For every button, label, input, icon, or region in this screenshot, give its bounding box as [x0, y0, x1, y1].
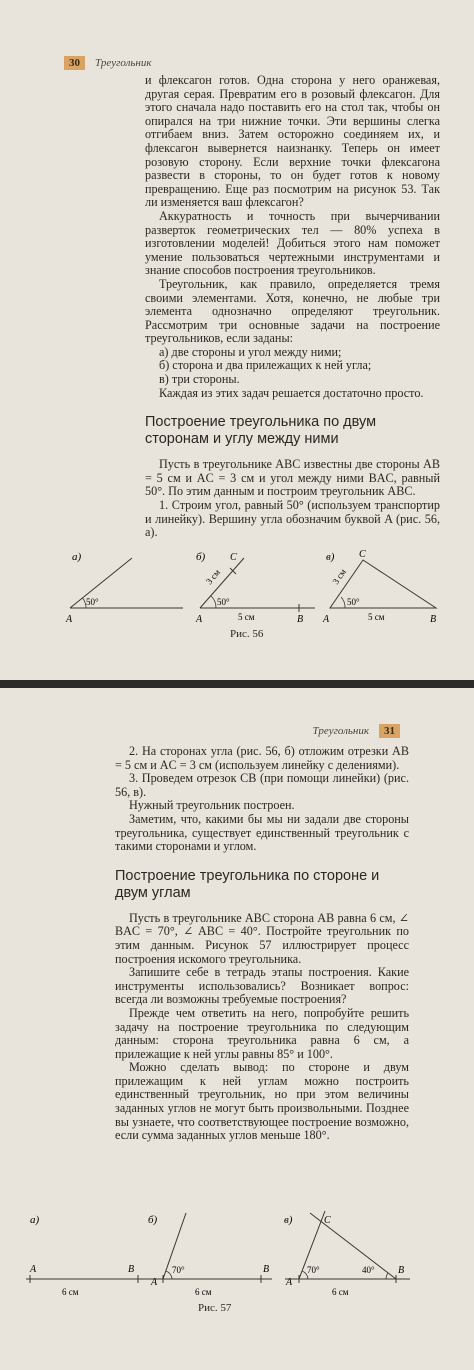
- paragraph: 3. Проведем отрезок CB (при помощи линейки) (рис. 56, в).: [115, 771, 409, 799]
- side-label: 6 см: [332, 1287, 349, 1297]
- list-item: в) три стороны.: [159, 372, 240, 387]
- vertex-label: C: [359, 549, 366, 560]
- figure-56: [0, 540, 474, 640]
- paragraph: Треугольник, как правило, определяется тремя своими элементами. Хотя, конечно, не любые три элемента однозначно определяют треугольник. Рассмотрим три основные задачи на построение треугольников, если заданы:: [145, 276, 440, 346]
- vertex-label: A: [286, 1277, 293, 1288]
- angle-label: 50°: [86, 597, 99, 607]
- section-title: Построение треугольника по двум сторонам и углу между ними: [145, 414, 377, 448]
- figure-caption: Рис. 57: [198, 1302, 232, 1314]
- figure-caption: Рис. 56: [230, 628, 264, 640]
- ray-line: [310, 1213, 396, 1279]
- side-label: 6 см: [62, 1287, 79, 1297]
- paragraph: Пусть в треугольнике ABC сторона AB равна 6 см, ∠ BAC = 70°, ∠ ABC = 40°. Постройте треугольник по этим данным. Рисунок 57 иллюстрирует процесс построения искомого треугольника.: [115, 910, 409, 966]
- panel-label: б): [148, 1214, 158, 1226]
- list-item: а) две стороны и угол между ними;: [159, 344, 342, 359]
- side-label: 5 см: [368, 612, 385, 622]
- panel-label: в): [284, 1214, 293, 1226]
- side-label: 5 см: [238, 612, 255, 622]
- vertex-label: A: [66, 614, 73, 625]
- book-page-30: [0, 0, 474, 680]
- paragraph: Аккуратность и точность при вычерчивании разверток геометрических тел — 80% успеха в изготовлении моделей! Добиться этого нам поможет умение пользоваться чертежными инструментами и знание способов построения треугольников.: [145, 208, 440, 278]
- paragraph: Каждая из этих задач решается достаточно просто.: [159, 385, 424, 400]
- side-label: 3 см: [203, 567, 223, 587]
- paragraph: Нужный треугольник построен.: [129, 798, 295, 813]
- ray-line: [70, 558, 132, 608]
- panel-label: б): [196, 551, 206, 563]
- page-header: [312, 724, 400, 738]
- angle-arc: [211, 596, 216, 608]
- paragraph: Можно сделать вывод: по стороне и двум прилежащим к ней углам можно построить единственный треугольник, но при этом величины заданных углов не могут быть произвольными. Позднее вы узнаете, что соответствующее построение возможно, если сумма заданных углов меньше 180°.: [115, 1060, 409, 1143]
- vertex-label: A: [151, 1277, 158, 1288]
- paragraph: 1. Строим угол, равный 50° (используем транспортир и линейку). Вершину угла обозначим буквой A (рис. 56, а).: [145, 498, 440, 540]
- figure-57: [0, 1203, 474, 1303]
- vertex-label: A: [323, 614, 330, 625]
- paragraph: Запишите себе в тетрадь этапы построения. Какие инструменты использовались? Возникает вопрос: всегда ли возможны требуемые построения?: [115, 965, 409, 1007]
- page-header: [64, 56, 152, 70]
- vertex-label: B: [297, 614, 304, 625]
- vertex-label: B: [430, 614, 437, 625]
- running-head: Треугольник: [312, 725, 369, 737]
- panel-label: в): [326, 551, 335, 563]
- side-label: 6 см: [195, 1287, 212, 1297]
- triangle-abc: [330, 560, 436, 608]
- vertex-label: C: [324, 1215, 331, 1226]
- page-number: 31: [379, 724, 400, 738]
- angle-label: 40°: [362, 1265, 375, 1275]
- paragraph: Прежде чем ответить на него, попробуйте решить задачу на построение треугольника по следующим данным: сторона треугольника равна 6 см, а прилежащие к ней углы равны 85° и 100°.: [115, 1005, 409, 1061]
- section-title: Построение треугольника по стороне и двум углам: [115, 867, 380, 901]
- page-body: [115, 745, 409, 1143]
- vertex-label: B: [128, 1264, 135, 1275]
- vertex-label: A: [30, 1264, 37, 1275]
- book-page-31: [0, 688, 474, 1370]
- angle-label: 70°: [307, 1265, 320, 1275]
- vertex-label: A: [196, 614, 203, 625]
- paragraph: 2. На сторонах угла (рис. 56, б) отложим отрезки AB = 5 см и AC = 3 см (используем линейку с делениями).: [115, 744, 409, 772]
- page-number: 30: [64, 56, 85, 70]
- angle-arc: [341, 597, 345, 608]
- vertex-label: B: [263, 1264, 270, 1275]
- side-label: 3 см: [330, 566, 349, 587]
- angle-label: 50°: [347, 597, 360, 607]
- list-item: б) сторона и два прилежащих к ней угла;: [159, 358, 372, 373]
- page-body: [145, 74, 440, 540]
- paragraph: и флексагон готов. Одна сторона у него оранжевая, другая серая. Превратим его в розовый флексагон. Для этого сначала надо поставить его на стол так, чтобы он опирался на три нижние точки. Эти вершины слегка отгибаем вниз. Затем осторожно соединяем их, и флексагон вывернется наизнанку. Теперь он имеет розовую сторону. Если верхние точки флексагона развести в стороны, то он будет готов к новому превращению. Еще раз посмотрим на рисунок 53. Так ли изменяется ваш флексагон?: [145, 73, 440, 210]
- running-head: Треугольник: [95, 57, 152, 69]
- vertex-label: C: [230, 552, 237, 563]
- panel-label: а): [72, 551, 82, 563]
- angle-label: 50°: [217, 597, 230, 607]
- panel-label: а): [30, 1214, 40, 1226]
- angle-arc: [386, 1273, 388, 1279]
- vertex-label: B: [398, 1265, 405, 1276]
- paragraph: Пусть в треугольнике ABC известны две стороны AB = 5 см и AC = 3 см и угол между ними BAC, равный 50°. По этим данным и построим треугольник ABC.: [145, 457, 440, 499]
- paragraph: Заметим, что, какими бы мы ни задали две стороны треугольника, существует единственный треугольник с такими сторонами и углом.: [115, 811, 409, 854]
- angle-label: 70°: [172, 1265, 185, 1275]
